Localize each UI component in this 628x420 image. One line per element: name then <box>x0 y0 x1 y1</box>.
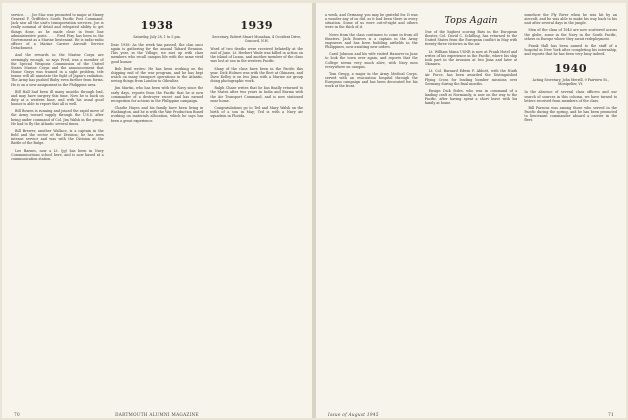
left-page <box>2 3 312 418</box>
right-column-1 <box>325 13 418 400</box>
paragraph: News from the class continues to come in from all theaters. Jack Bowers is a captain in the Army engineers and has been building airfields in the Philippines, now awaiting new orders. <box>325 32 418 50</box>
class-year-heading: 1939 <box>240 19 273 32</box>
paragraph: Bill Brewer, another Wallace, is a captain in the field and the sector of the Division; he has seen intense service and was with the Division at the Battle of the Bulge. <box>11 128 104 146</box>
publication-name: DARTMOUTH ALUMNI MAGAZINE <box>115 412 199 417</box>
paragraph: Ralph Chase writes that he has finally returned to the States after two years in India and Burma with the Air Transport Command, and is now stationed near home. <box>210 86 304 103</box>
paragraph: Lt. Col. Barnard Edwin F. Abbott, with the Ninth Air Force, has been awarded the Distinguished Flying Cross for leading bomber missions over Germany during the final months. <box>424 69 518 86</box>
paragraph: Bob Reid writes: He has been working on the shipping end of the war program, and he has kept watch on many transport operations in the Atlantic, seeing things from London to Gibraltar. <box>110 66 204 84</box>
class-year-heading: 1940 <box>554 62 587 76</box>
right-column-2 <box>425 13 518 400</box>
class-year-heading: 1938 <box>140 19 174 32</box>
paragraph: Bill Bowen is running and joined the rapid move of the Army toward supply through the U.S.S. after being under command of Col. Jim Walsh in the group. He had to fly the Atlantic several times. <box>11 109 104 126</box>
left-column-2 <box>111 13 204 400</box>
class-secretary-line: Saturday, July 28, 1 to 5 pm. <box>133 35 181 39</box>
paragraph: One of the highest scoring Bats in the European theater, Col. David C. Schilling, has returned to the United States from the European conflict in May with twenty-three victories in the air. <box>424 30 518 47</box>
paragraph: Tom Gregg, a major in the Army Medical Corps, served with an evacuation hospital through the European campaign and has been decorated for his work at the front. <box>325 71 418 89</box>
left-column-1 <box>11 13 104 400</box>
paragraph: In the absence of several class officers and our search of sources in this column, we have turned to letters received from members of the class. <box>524 90 618 103</box>
paragraph: Lee Barnes, now a Lt. (jg) has been in Navy Communications school here, and is now based at a communication station. <box>11 148 104 161</box>
paragraph: Carol Johnson and his wife visited Hanover in June to look the town over again, and reports that the College seems very much alive, with Navy men everywhere on campus. <box>325 52 418 69</box>
paragraph: Charlie Hayes and his family have been living in Washington, and he is with the War Production Board working on materials allocation, which he says has been a great experience. <box>110 106 204 123</box>
paragraph: Word of two deaths were received belatedly at the end of June. Lt. Herbert Wade was killed in action on the island of Luzon, and another member of the class was lost at sea in the western Pacific. <box>210 47 304 64</box>
paragraph: Men of the class of 1940 are now scattered across the globe, some in the Navy in the South Pacific, others in Europe where they await redeployment. <box>524 28 618 41</box>
right-page <box>316 3 626 418</box>
paragraph: a week, and Germany, you may be grateful for. It was a wonder any of us did, as it had been there in every situation. Some of us were out-of-sight and others were in the thick of it. <box>325 13 418 30</box>
page-number: 70 <box>14 412 20 417</box>
tops-again-heading: Tops Again <box>444 15 498 26</box>
paragraph: service. . . . Joe Mac was promoted to major at Maxey General F. Griffiths's South Pacific Post Command. Jack saw all the unit's transportation services. Joe is really nominal of detail and relegated ability to get things done, as he made clear in front line administrative posts. . . . Fred Fixy has been in the Government as a Marine lieutenant. He is radio-radio officer of a Marine Carrier Aircraft Service Detachment. <box>11 13 104 51</box>
right-column-3 <box>524 13 617 400</box>
paragraph: Congratulations go to Ted and Mary Walsh on the birth of a son in May; Ted is with a Navy air squadron in Florida. <box>210 105 304 119</box>
paragraph: Many of the class have been in the Pacific this year. Dick Holmes was with the fleet at Okinawa, and Dave Kelley is on Iwo Jima with a Marine air group doing photographic work. <box>210 66 304 84</box>
paragraph: Bill Parsons was among those who served in the Pacific during the spring, and he has been promoted to lieutenant commander aboard a carrier in the fleet. <box>524 105 618 123</box>
issue-label: Issue of August 1945 <box>328 412 379 417</box>
paragraph: somehow the Fly River when he was hit by an aircraft, and he was able to make his way back to his unit after several days in the jungle. <box>524 13 618 26</box>
paragraph: Jim Martin, who has been with the Navy since the early days, reports from the Pacific that he is now commander of a destroyer escort and has earned recognition for actions in the Philippine campaign. <box>110 86 204 103</box>
paragraph: Bill Hall had been ill many months through bad, and may have surgery this time. Now he is back on duty at a western base, and with his usual good humor is able to report that all is well. <box>11 89 104 107</box>
page-number: 71 <box>608 412 614 417</box>
paragraph: And the rewards in the Marine Corps are seemingly enough, so says Fred, was a member of the Special Weapons Commission of the United States Marine Corps and the announcement that Honor Grays was trained in a sight problem, tele teams will all annotate the fight of Japan's radiation. The Army has pushed Bisby even further from forms. He is on a new assignment in the Philippine area. <box>11 53 104 87</box>
left-column-3 <box>210 13 303 400</box>
paragraph: Ensign Dick Stiles, who was in command of a landing craft at Normandy, is now on the way to the Pacific, after having spent a short leave with his family at home. <box>424 88 518 106</box>
class-secretary-line: Secretary, Robert Stuart Monahan, 4 Occident Drive, Concord, N.H. <box>212 35 302 43</box>
paragraph: Frank Hall has been named to the staff of a hospital in New York after completing his internship, and reports that he has been very busy indeed. <box>524 43 618 57</box>
paragraph: Dear 1938: As the week has passed, the clan once again is gathering for the annual Tabard Reunion. This year, in the Village, we met up with class members who recall campus life with the same vivid good humor. <box>110 43 204 64</box>
right-page-columns <box>325 13 617 400</box>
paragraph: Lt. William Mann USNR is now at Frank Hotel and writes of his experience in the Pacific, where his ship took part in the invasion at Iwo Jima and later at Okinawa. <box>424 49 518 67</box>
class-secretary-line: Acting Secretary, John Merrill, 9 Fairview St., Montpelier, Vt. <box>532 78 609 87</box>
left-page-columns <box>11 13 303 400</box>
